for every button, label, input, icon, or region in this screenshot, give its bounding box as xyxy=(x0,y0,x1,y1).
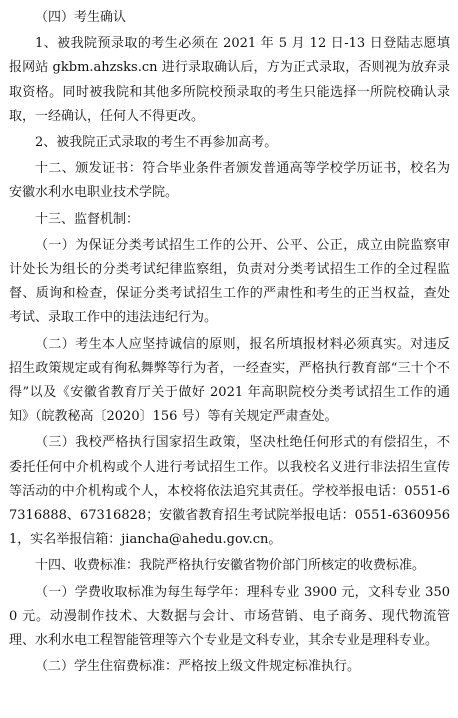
paragraph-accommodation-fees: （二）学生住宿费标准：严格按上级文件规定标准执行。 xyxy=(35,659,361,675)
paragraph-supervision-2: （二）考生本人应坚持诚信的原则，报名所填报材料必须真实。对违反招生政策规定或有徇私舞弊等行为者，一经查实，严格执行教育部“三十个不得”以及《安徽省教育厅关于做好 2021 年高职院校分类考试招生工作的通知》（皖教秘高〔2020〕156 号）等有关规定严肃查处。 xyxy=(9,336,450,425)
paragraph-supervision-3: （三）我校严格执行国家招生政策，坚决杜绝任何形式的有偿招生，不委托任何中介机构或个人进行考试招生工作。以我校名义进行非法招生宣传等活动的中介机构或个人，本校将依法追究其责任。学校举报电话：0551-67316888、67316828；安徽省教育招生考试院举报电话：0551-63609561，实名举报信箱：jiancha@ahedu.gov.cn。 xyxy=(9,435,450,548)
paragraph-supervision-1: （一）为保证分类考试招生工作的公开、公平、公正，成立由院监察审计处长为组长的分类考试纪律监察组，负责对分类考试招生工作的全过程监督、质询和检查，保证分类考试招生工作的严肃性和考生的正当权益，查处考试、录取工作中的违法违纪行为。 xyxy=(9,237,450,326)
paragraph-certificate: 十二、颁发证书：符合毕业条件者颁发普通高等学校学历证书，校名为安徽水利水电职业技术学院。 xyxy=(9,161,450,201)
section-heading-fees: 十四、收费标准：我院严格执行安徽省物价部门所核定的收费标准。 xyxy=(35,558,426,574)
section-heading-supervision: 十三、监督机制： xyxy=(35,211,140,227)
paragraph-confirmation-rule-1: 1、被我院预录取的考生必须在 2021 年 5 月 12 日-13 日登陆志愿填报网站 gkbm.ahzsks.cn 进行录取确认后，方为正式录取，否则视为放弃录取资格。同时被我院和其他多所院校预录取的考生只能选择一所院校确认录取，一经确认，任何人不得更改。 xyxy=(9,36,450,124)
subsection-heading-candidate-confirmation: （四）考生确认 xyxy=(35,10,127,25)
paragraph-tuition-fees: （一）学费收取标准为每生每学年：理科专业 3900 元，文科专业 3500 元。动漫制作技术、大数据与会计、市场营销、电子商务、现代物流管理、水利水电工程智能管理等六个专业是文科专业，其余专业是理科专业。 xyxy=(9,584,450,649)
paragraph-confirmation-rule-2: 2、被我院正式录取的考生不再参加高考。 xyxy=(35,135,278,151)
